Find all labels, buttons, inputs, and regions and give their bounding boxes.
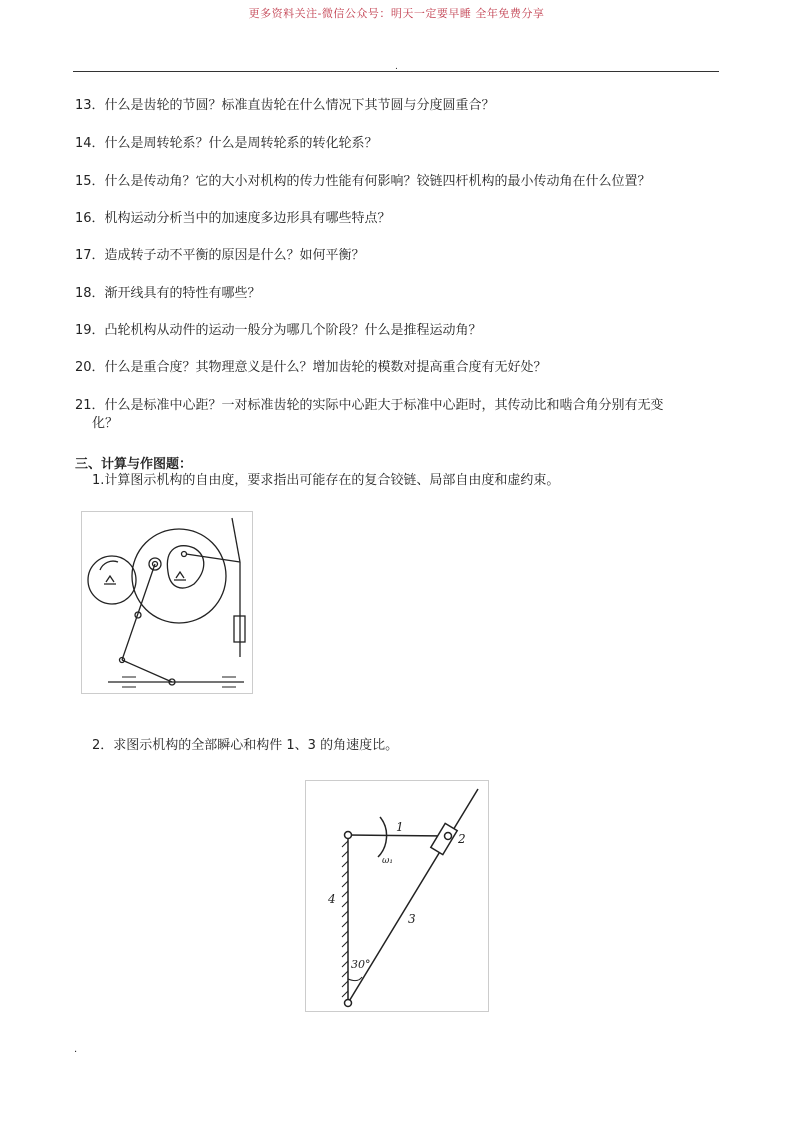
question-19: 19．凸轮机构从动件的运动一般分为哪几个阶段？什么是推程运动角？ (75, 323, 482, 338)
label-link-2: 2 (458, 832, 466, 846)
question-15: 15．什么是传动角？它的大小对机构的传力性能有何影响？铰链四杆机构的最小传动角在什么位置？ (75, 174, 651, 189)
problem-1: 1.计算图示机构的自由度，要求指出可能存在的复合铰链、局部自由度和虚约束。 (92, 473, 560, 488)
label-link-3: 3 (408, 912, 416, 926)
watermark-banner: 更多资料关注-微信公众号：明天一定要早睡 全年免费分享 (248, 7, 545, 20)
label-link-1: 1 (396, 820, 404, 834)
figure-mechanism-1 (81, 511, 253, 694)
pivot-1 (104, 576, 116, 584)
question-17: 17．造成转子动不平衡的原因是什么？如何平衡？ (75, 248, 365, 263)
question-21 (75, 397, 725, 433)
section-heading: 三、计算与作图题： (75, 457, 193, 472)
question-13: 13．什么是齿轮的节圆？标准直齿轮在什么情况下其节圆与分度圆重合？ (75, 98, 495, 113)
gear-large (132, 529, 226, 623)
question-20: 20．什么是重合度？其物理意义是什么？增加齿轮的模数对提高重合度有无好处？ (75, 360, 547, 375)
header-dot: . (395, 62, 398, 72)
footer-dot: . (74, 1044, 78, 1055)
question-14: 14．什么是周转轮系？什么是周转轮系的转化轮系？ (75, 136, 378, 151)
rotation-arrow-icon (100, 561, 118, 570)
question-21-line2: 化？ (92, 416, 119, 431)
header-rule (73, 71, 719, 72)
figure-mechanism-2 (305, 780, 489, 1012)
question-21-line1: 21．什么是标准中心距？一对标准齿轮的实际中心距大于标准中心距时，其传动比和啮合角分别有无变 (75, 398, 664, 413)
label-angle: 30° (351, 958, 371, 971)
problem-2: 2．求图示机构的全部瞬心和构件 1、3 的角速度比。 (92, 738, 399, 753)
question-18: 18．渐开线具有的特性有哪些？ (75, 286, 261, 301)
label-link-4: 4 (328, 892, 336, 906)
crank-link-1 (348, 835, 448, 836)
pivot-2 (174, 572, 186, 580)
label-omega: ω₁ (382, 856, 393, 866)
question-16: 16．机构运动分析当中的加速度多边形具有哪些特点？ (75, 211, 391, 226)
omega-arc (378, 817, 387, 857)
slider-2 (431, 823, 457, 854)
